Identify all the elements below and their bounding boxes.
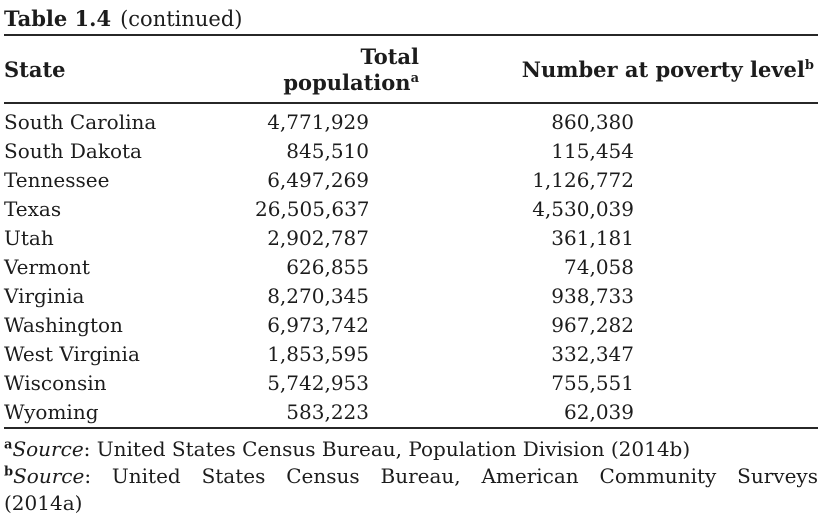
population-cell: 4,771,929 [267, 110, 369, 134]
state-cell: Wyoming [4, 400, 99, 424]
population-cell: 1,853,595 [267, 342, 369, 366]
population-cell: 6,973,742 [267, 313, 369, 337]
state-cell: Utah [4, 226, 54, 250]
population-cell: 2,902,787 [267, 226, 369, 250]
footnote-b-continuation: (2014a) [4, 491, 83, 515]
footnote-marker-a: a [410, 71, 419, 86]
table-row [4, 282, 818, 311]
table-row [4, 224, 818, 253]
footnote-b [4, 463, 818, 517]
state-cell: South Dakota [4, 139, 142, 163]
table-row [4, 340, 818, 369]
state-cell: Virginia [4, 284, 85, 308]
table-row [4, 369, 818, 398]
census-table [4, 34, 818, 429]
poverty-cell: 62,039 [564, 400, 634, 424]
population-cell: 845,510 [286, 139, 369, 163]
header-total-population-label: Total population [283, 44, 419, 95]
table-header-row [4, 35, 818, 103]
footnote-b-line [4, 463, 818, 490]
table-row [4, 166, 818, 195]
table-row [4, 253, 818, 282]
footnote-a-marker: a [4, 437, 13, 453]
footnote-b-text: : United States Census Bureau, American Community Surveys [84, 464, 818, 488]
header-state-label: State [4, 57, 66, 82]
poverty-cell: 115,454 [551, 139, 634, 163]
table-row [4, 398, 818, 428]
poverty-cell: 860,380 [551, 110, 634, 134]
header-state [4, 35, 255, 103]
poverty-cell: 361,181 [551, 226, 634, 250]
state-cell: West Virginia [4, 342, 140, 366]
population-cell: 626,855 [286, 255, 369, 279]
table-title [4, 5, 818, 33]
population-cell: 26,505,637 [255, 197, 370, 221]
state-cell: South Carolina [4, 110, 157, 134]
footnotes [4, 436, 818, 517]
header-total-population [255, 35, 419, 103]
footnote-b-source-label: Source [13, 464, 85, 488]
population-cell: 6,497,269 [267, 168, 369, 192]
poverty-cell: 1,126,772 [532, 168, 634, 192]
state-cell: Wisconsin [4, 371, 107, 395]
footnote-a [4, 436, 818, 463]
poverty-cell: 4,530,039 [532, 197, 634, 221]
poverty-cell: 938,733 [551, 284, 634, 308]
table-continued-label: (continued) [120, 7, 243, 31]
table-row [4, 137, 818, 166]
state-cell: Washington [4, 313, 123, 337]
footnote-a-source-label: Source [12, 437, 84, 461]
table-number: Table 1.4 [4, 6, 112, 31]
state-cell: Texas [4, 197, 62, 221]
footnote-b-marker: b [4, 464, 14, 480]
header-poverty-level [419, 35, 818, 103]
state-cell: Vermont [4, 255, 90, 279]
header-poverty-level-label: Number at poverty level [521, 57, 805, 82]
poverty-cell: 967,282 [551, 313, 634, 337]
poverty-cell: 74,058 [564, 255, 634, 279]
table-row [4, 103, 818, 137]
poverty-cell: 332,347 [551, 342, 634, 366]
state-cell: Tennessee [4, 168, 110, 192]
footnote-a-text: : United States Census Bureau, Population Division (2014b) [83, 437, 691, 461]
poverty-cell: 755,551 [551, 371, 634, 395]
table-row [4, 311, 818, 340]
population-cell: 583,223 [286, 400, 369, 424]
population-cell: 5,742,953 [267, 371, 369, 395]
footnote-marker-b: b [804, 58, 814, 73]
population-cell: 8,270,345 [267, 284, 369, 308]
table-row [4, 195, 818, 224]
